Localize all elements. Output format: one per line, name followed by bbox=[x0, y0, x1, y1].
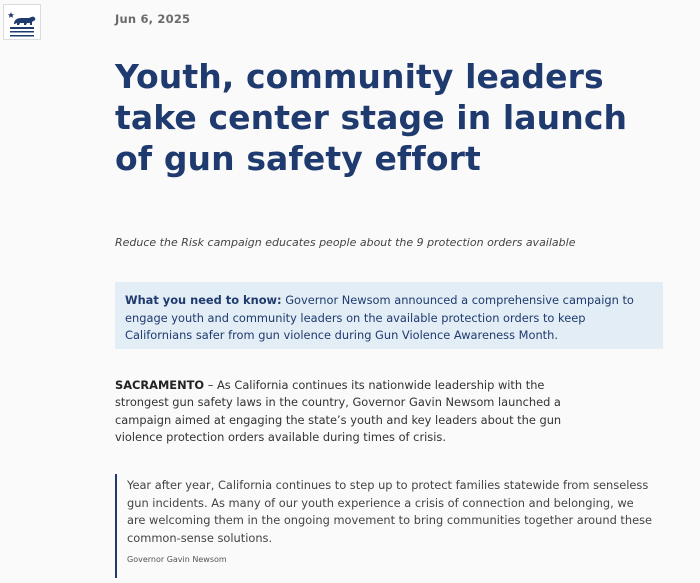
callout-text: Governor Newsom announced a comprehensive campaign to engage youth and community leaders on the available protection orders to keep Californians safer from gun violence during Gun Violence Awareness Month. bbox=[125, 293, 634, 343]
california-bear-flag-menu-icon bbox=[4, 5, 40, 39]
quote-attribution: Governor Gavin Newsom bbox=[127, 555, 227, 564]
quote-text: Year after year, California continues to step up to protect families statewide from senseless gun incidents. As many of our youth experience a crisis of connection and belonging, we are welcoming them in the ongoing movement to bring communities together around these common-sense solutions. bbox=[127, 478, 653, 545]
article-subtitle: Reduce the Risk campaign educates people about the 9 protection orders available bbox=[115, 236, 576, 249]
page-title: Youth, community leaders take center stage in launch of gun safety effort bbox=[115, 57, 628, 178]
governor-quote bbox=[115, 474, 655, 578]
publish-date: Jun 6, 2025 bbox=[115, 12, 191, 26]
callout-lead: What you need to know: bbox=[125, 293, 282, 307]
what-you-need-to-know-callout bbox=[115, 282, 663, 349]
body-text: – As California continues its nationwide leadership with the strongest gun safety laws in the country, Governor Gavin Newsom launched a campaign aimed at engaging the state’s youth and key leaders about the gun violence protection orders available during times of crisis. bbox=[115, 378, 562, 444]
dateline: SACRAMENTO bbox=[115, 378, 205, 392]
site-logo-menu-button[interactable] bbox=[3, 4, 41, 40]
article-body-paragraph bbox=[115, 377, 595, 446]
